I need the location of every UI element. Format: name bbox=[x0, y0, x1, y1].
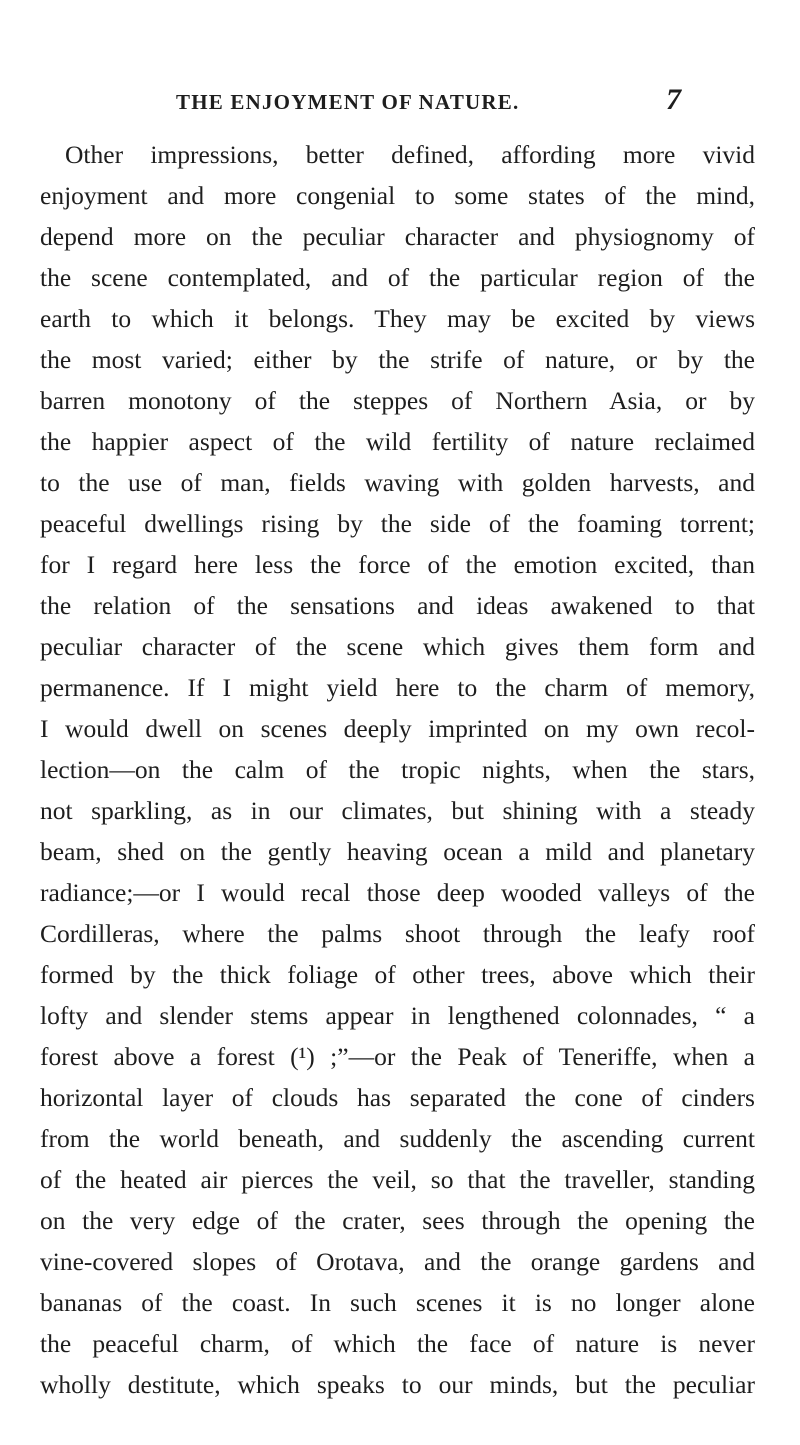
text-line: peculiar character of the scene which gives them form and bbox=[40, 632, 755, 661]
text-line: formed by the thick foliage of other trees, above which their bbox=[40, 960, 755, 989]
text-line: beam, shed on the gently heaving ocean a mild and planetary bbox=[40, 837, 755, 866]
text-line: wholly destitute, which speaks to our minds, but the peculiar bbox=[40, 1370, 755, 1399]
page-header bbox=[0, 84, 800, 120]
text-line: to the use of man, fields waving with golden harvests, and bbox=[40, 468, 755, 497]
text-line: the happier aspect of the wild fertility of nature reclaimed bbox=[40, 427, 755, 456]
text-line: on the very edge of the crater, sees through the opening the bbox=[40, 1206, 755, 1235]
text-line: the relation of the sensations and ideas awakened to that bbox=[40, 591, 755, 620]
text-line: lofty and slender stems appear in lengthened colonnades, “ a bbox=[40, 1001, 755, 1030]
text-line: forest above a forest (¹) ;”—or the Peak of Teneriffe, when a bbox=[40, 1042, 755, 1071]
text-line: peaceful dwellings rising by the side of the foaming torrent; bbox=[40, 509, 755, 538]
text-line: depend more on the peculiar character and physiognomy of bbox=[40, 222, 755, 251]
text-line: radiance;—or I would recal those deep wooded valleys of the bbox=[40, 878, 755, 907]
text-line: of the heated air pierces the veil, so that the traveller, standing bbox=[40, 1165, 755, 1194]
text-line: the scene contemplated, and of the particular region of the bbox=[40, 263, 755, 292]
text-line: permanence. If I might yield here to the charm of memory, bbox=[40, 673, 755, 702]
text-line: not sparkling, as in our climates, but shining with a steady bbox=[40, 796, 755, 825]
text-line: I would dwell on scenes deeply imprinted on my own recol- bbox=[40, 714, 755, 743]
text-line: horizontal layer of clouds has separated the cone of cinders bbox=[40, 1083, 755, 1112]
text-line: Cordilleras, where the palms shoot through the leafy roof bbox=[40, 919, 755, 948]
text-line: vine-covered slopes of Orotava, and the orange gardens and bbox=[40, 1247, 755, 1276]
text-line: bananas of the coast. In such scenes it is no longer alone bbox=[40, 1288, 755, 1317]
text-line: earth to which it belongs. They may be excited by views bbox=[40, 304, 755, 333]
text-line: enjoyment and more congenial to some states of the mind, bbox=[40, 181, 755, 210]
text-line: for I regard here less the force of the emotion excited, than bbox=[40, 550, 755, 579]
text-line: Other impressions, better defined, affording more vivid bbox=[65, 140, 755, 169]
body-paragraph bbox=[40, 134, 755, 1405]
text-line: lection—on the calm of the tropic nights, when the stars, bbox=[40, 755, 755, 784]
text-line: the most varied; either by the strife of nature, or by the bbox=[40, 345, 755, 374]
text-line: from the world beneath, and suddenly the ascending current bbox=[40, 1124, 755, 1153]
text-line: barren monotony of the steppes of Northern Asia, or by bbox=[40, 386, 755, 415]
page-number: 7 bbox=[666, 83, 681, 116]
text-line: the peaceful charm, of which the face of nature is never bbox=[40, 1329, 755, 1358]
running-title: THE ENJOYMENT OF NATURE. bbox=[176, 90, 520, 114]
